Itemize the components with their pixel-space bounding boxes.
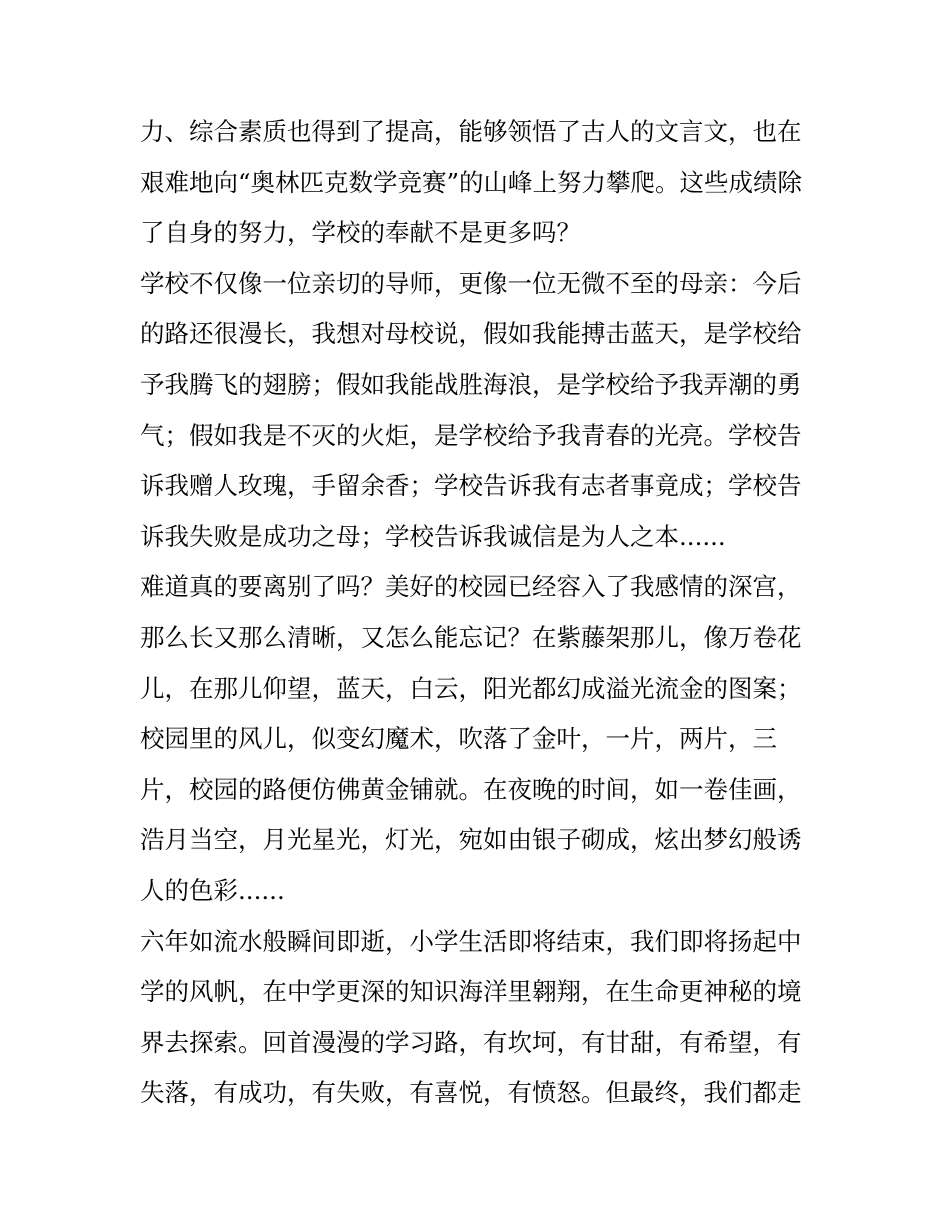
text-line: 那么长又那么清晰，又怎么能忘记？在紫藤架那儿，像万卷花 bbox=[140, 622, 802, 652]
text-line: 学校不仅像一位亲切的导师，更像一位无微不至的母亲：今后 bbox=[140, 268, 802, 298]
text-line: 艰难地向“奥林匹克数学竞赛”的山峰上努力攀爬。这些成绩除 bbox=[140, 167, 803, 197]
text-line: 六年如流水般瞬间即逝，小学生活即将结束，我们即将扬起中 bbox=[140, 926, 802, 956]
text-line: 人的色彩...... bbox=[140, 875, 285, 905]
text-line: 予我腾飞的翅膀；假如我能战胜海浪，是学校给予我弄潮的勇 bbox=[140, 369, 802, 399]
text-line: 气；假如我是不灭的火炬，是学校给予我青春的光亮。学校告 bbox=[140, 420, 802, 450]
text-line: 校园里的风儿，似变幻魔术，吹落了金叶，一片，两片，三 bbox=[140, 724, 777, 754]
text-line: 力、综合素质也得到了提高，能够领悟了古人的文言文，也在 bbox=[140, 117, 802, 146]
text-line: 儿，在那儿仰望，蓝天，白云，阳光都幻成溢光流金的图案； bbox=[140, 673, 802, 703]
text-line: 失落，有成功，有失败，有喜悦，有愤怒。但最终，我们都走 bbox=[140, 1078, 802, 1108]
text-line: 片，校园的路便仿佛黄金铺就。在夜晚的时间，如一卷佳画， bbox=[140, 774, 802, 804]
text-line: 诉我赠人玫瑰，手留余香；学校告诉我有志者事竟成；学校告 bbox=[140, 471, 802, 501]
text-line: 了自身的努力，学校的奉献不是更多吗？ bbox=[140, 218, 581, 248]
text-line: 界去探索。回首漫漫的学习路，有坎坷，有甘甜，有希望，有 bbox=[140, 1027, 802, 1057]
text-line: 诉我失败是成功之母；学校告诉我诚信是为人之本...... bbox=[140, 521, 726, 551]
text-line: 浩月当空，月光星光，灯光，宛如由银子砌成，炫出梦幻般诱 bbox=[140, 825, 802, 855]
document-body bbox=[140, 107, 820, 1119]
text-line: 学的风帆，在中学更深的知识海洋里翱翔，在生命更神秘的境 bbox=[140, 977, 802, 1007]
text-line: 的路还很漫长，我想对母校说，假如我能搏击蓝天，是学校给 bbox=[140, 319, 802, 349]
text-line: 难道真的要离别了吗？美好的校园已经容入了我感情的深宫， bbox=[140, 572, 802, 602]
